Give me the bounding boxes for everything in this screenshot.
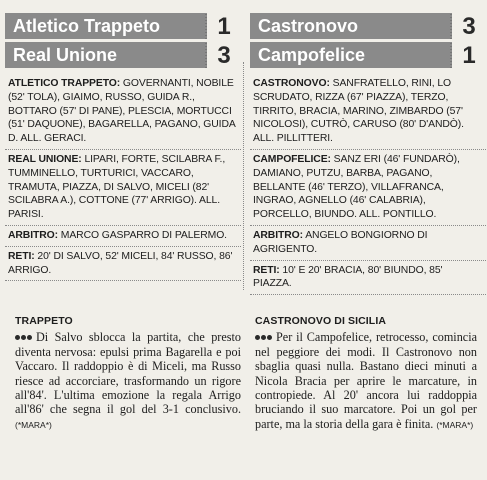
home-team-name: Castronovo <box>250 13 450 39</box>
lineup-home-text: GOVERNANTI, NOBILE (52' TOLA), GIAIMO, RUSSO, GUIDA R., BOTTARO (57' DI PANE), PLESCIA, MORTUCCI (51' DAQUONE), BAGARELLA, PAGANO, GUIDA D. ALL. GERACI. <box>8 78 236 145</box>
lineup-away-text: LIPARI, FORTE, SCILABRA F., TUMMINELLO, TURTURICI, VACCARO, TRAMUTA, PIAZZA, DI SALVO, MICELI (82' SCILABRA A.), COTTONE (77' ARRIGO). ALL. PARISI. <box>8 153 226 221</box>
match-report-right <box>255 314 477 432</box>
report-text: Di Salvo sblocca la partita, che presto diventa nervosa: epulsi prima Bagarella e poi Vaccaro. Il raddoppio è di Miceli, ma Russo riesce ad accorciare, trasformando un rigore all'84'. L'ultima emozione la regala Arrigo all'86' che segna il gol del 3-1 conclusivo. <box>15 330 241 417</box>
report-text: Per il Campofelice, retrocesso, comincia nel peggiore dei modi. Il Castronovo non sbaglia quasi nulla. Bastano dieci minuti a Nicola Bracia per aprire le marcature, in contropiede. Al 20' ancora lui raddoppia bruciando il suo marcatore. Poi un gol per parte, ma la storia della gara è finita. <box>255 330 477 431</box>
home-team-score: 3 <box>452 13 486 39</box>
lineup-home <box>5 71 241 150</box>
home-team-score: 1 <box>207 13 241 39</box>
referee-text: MARCO GASPARRO DI PALERMO. <box>58 229 227 241</box>
goals-label: RETI: <box>253 264 280 276</box>
goals <box>5 247 241 282</box>
referee-text: ANGELO BONGIORNO DI AGRIGENTO. <box>253 229 428 255</box>
goals-text: 20' DI SALVO, 52' MICELI, 84' RUSSO, 86' ARRIGO. <box>8 250 233 276</box>
lineup-home-label: ATLETICO TRAPPETO: <box>8 78 121 89</box>
report-body <box>15 330 241 432</box>
match-report-left <box>15 314 241 432</box>
away-team-score: 3 <box>207 42 241 68</box>
scoreboard-away-row <box>5 42 241 68</box>
lineup-away-text: SANZ ERI (46' FUNDARÒ), DAMIANO, PUTZU, BARBA, PAGANO, BELLANTE (46' TERZO), VILLAFRANCA, INGRAO, AGNELLO (46' CALABRIA), PORCELLO, BIUNDO. ALL. PONTILLO. <box>253 153 460 221</box>
away-team-score: 1 <box>452 42 486 68</box>
away-team-name: Real Unione <box>5 42 205 68</box>
goals <box>250 261 486 296</box>
lineup-away <box>250 150 486 226</box>
report-title: TRAPPETO <box>15 315 73 327</box>
goals-label: RETI: <box>8 250 35 262</box>
match-left <box>5 0 241 281</box>
scoreboard-away-row <box>250 42 486 68</box>
lineup-home <box>250 71 486 150</box>
scoreboard-home-row <box>250 13 486 39</box>
home-team-name: Atletico Trappeto <box>5 13 205 39</box>
report-signature: (*MARA*) <box>15 419 52 430</box>
referee-label: ARBITRO: <box>8 229 58 241</box>
lineup-away-label: REAL UNIONE: <box>8 153 82 165</box>
lineup-away <box>5 150 241 226</box>
lineup-home-label: CASTRONOVO: <box>253 78 330 89</box>
lineup-away-label: CAMPOFELICE: <box>253 153 331 165</box>
lineup-home-text: SANFRATELLO, RINI, LO SCRUDATO, RIZZA (67' PIAZZA), TERZO, TIRRITO, BRACIA, MARINO, ZIMBARDO (57' NICOLOSI), CUTRÒ, CARUSO (80' D'ANDÒ). ALL. PILLITTERI. <box>253 78 464 145</box>
report-signature: (*MARA*) <box>436 419 474 430</box>
away-team-name: Campofelice <box>250 42 450 68</box>
rating-dots-icon <box>255 330 273 344</box>
goals-text: 10' E 20' BRACIA, 80' BIUNDO, 85' PIAZZA. <box>253 264 443 290</box>
scoreboard-home-row <box>5 13 241 39</box>
column-divider <box>243 62 244 290</box>
referee <box>5 226 241 247</box>
rating-dots-icon <box>15 330 33 344</box>
referee-label: ARBITRO: <box>253 229 303 241</box>
match-right <box>250 0 486 295</box>
report-body <box>255 330 477 432</box>
report-title: CASTRONOVO DI SICILIA <box>255 315 387 327</box>
referee <box>250 226 486 261</box>
